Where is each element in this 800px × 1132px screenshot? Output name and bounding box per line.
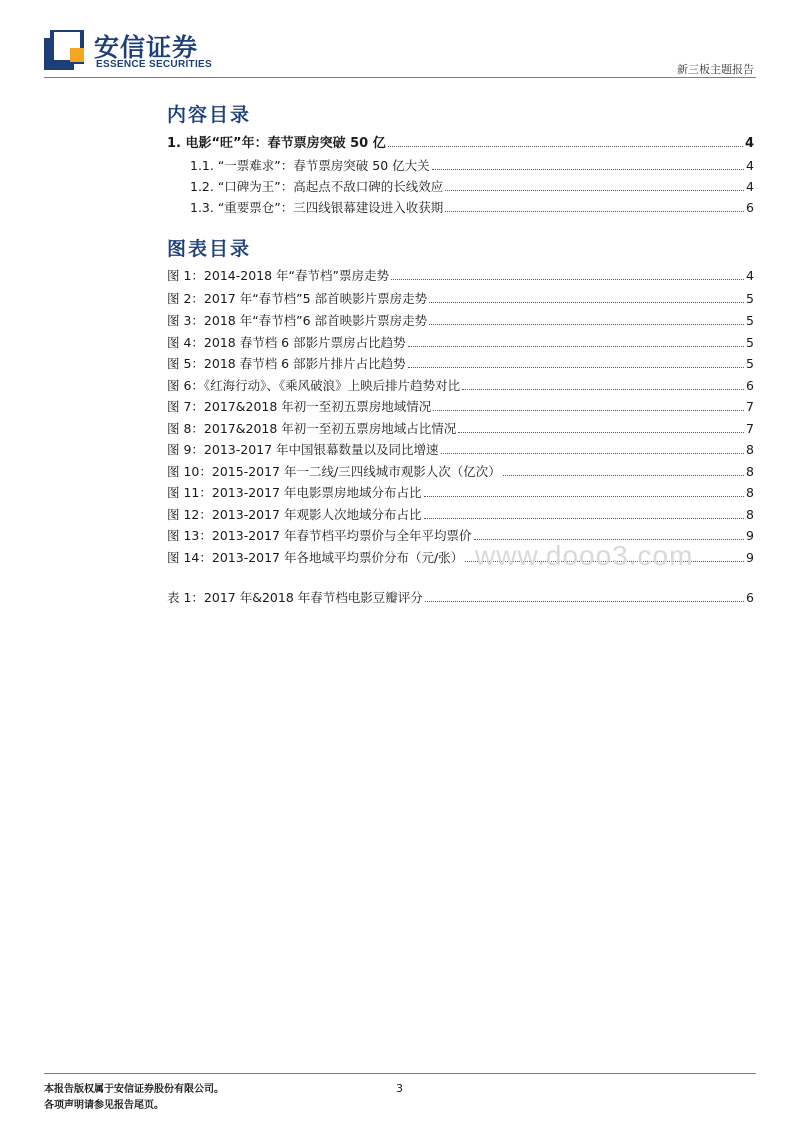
toc-item-page: 4: [744, 136, 754, 151]
toc-leader: [503, 474, 744, 476]
toc-leader: [388, 145, 743, 147]
figure-item-label: 图 9：2013-2017 年中国银幕数量以及同比增速: [167, 442, 439, 457]
toc-item-1[interactable]: [167, 132, 754, 151]
header-divider: [44, 77, 756, 78]
figure-item-label: 图 11：2013-2017 年电影票房地域分布占比: [167, 485, 422, 500]
figure-item-9[interactable]: [167, 440, 754, 458]
toc-leader: [445, 210, 744, 212]
toc-leader: [433, 409, 744, 411]
toc-leader: [441, 452, 745, 454]
figure-item-page: 5: [746, 313, 754, 328]
toc-leader: [429, 301, 744, 303]
figure-item-label: 图 5：2018 春节档 6 部影片排片占比趋势: [167, 356, 406, 371]
figure-item-page: 7: [746, 399, 754, 414]
footer-copyright: 本报告版权属于安信证券股份有限公司。: [44, 1084, 224, 1095]
figure-item-label: 图 1：2014-2018 年“春节档”票房走势: [167, 268, 389, 283]
figure-item-2[interactable]: [167, 289, 754, 307]
figure-item-page: 7: [746, 421, 754, 436]
figure-item-page: 8: [746, 464, 754, 479]
figure-item-page: 5: [746, 356, 754, 371]
figure-item-8[interactable]: [167, 419, 754, 437]
toc-leader: [424, 495, 745, 497]
toc-item-page: 4: [746, 158, 754, 173]
figure-item-label: 图 6：《红海行动》、《乘风破浪》上映后排片趋势对比: [167, 378, 461, 393]
toc-leader: [445, 189, 744, 191]
table-item-label: 表 1：2017 年&2018 年春节档电影豆瓣评分: [167, 590, 423, 605]
figure-item-page: 6: [746, 378, 754, 393]
figure-item-4[interactable]: [167, 333, 754, 351]
toc-leader: [408, 366, 744, 368]
toc-item-1-3[interactable]: [190, 198, 754, 216]
figure-item-label: 图 8：2017&2018 年初一至初五票房地域占比情况: [167, 421, 457, 436]
toc-item-label: 1. 电影“旺”年：春节票房突破 50 亿: [167, 136, 386, 151]
table-item-page: 6: [746, 590, 754, 605]
figure-item-label: 图 13：2013-2017 年春节档平均票价与全年平均票价: [167, 528, 472, 543]
toc-title: 内容目录: [167, 104, 252, 126]
footer-disclaimer: 各项声明请参见报告尾页。: [44, 1100, 164, 1111]
toc-item-label: 1.2. “口碑为王”：高起点不敌口碑的长线效应: [190, 179, 444, 194]
toc-item-label: 1.1. “一票难求”：春节票房突破 50 亿大关: [190, 158, 430, 173]
figure-item-label: 图 14：2013-2017 年各地域平均票价分布（元/张）: [167, 550, 464, 565]
essence-logo-icon: [44, 30, 88, 70]
figure-item-label: 图 10：2015-2017 年一二线/三四线城市观影人次（亿次）: [167, 464, 501, 479]
logo-text-cn: 安信证券: [94, 33, 199, 62]
figure-item-1[interactable]: [167, 266, 754, 284]
figure-item-3[interactable]: [167, 311, 754, 329]
figure-item-page: 5: [746, 291, 754, 306]
toc-leader: [429, 323, 744, 325]
page-header: [0, 0, 800, 80]
toc-item-1-1[interactable]: [190, 156, 754, 174]
figure-item-label: 图 12：2013-2017 年观影人次地域分布占比: [167, 507, 422, 522]
figures-title: 图表目录: [167, 238, 252, 260]
figure-item-page: 9: [746, 550, 754, 565]
toc-item-page: 4: [746, 179, 754, 194]
toc-item-1-2[interactable]: [190, 177, 754, 195]
page-number: 3: [396, 1082, 403, 1095]
table-item-1[interactable]: [167, 588, 754, 606]
figure-item-page: 5: [746, 335, 754, 350]
watermark: www.dooo3.com: [475, 540, 694, 571]
figure-item-page: 8: [746, 442, 754, 457]
toc-leader: [408, 345, 744, 347]
logo-text-en: ESSENCE SECURITIES: [96, 59, 212, 70]
toc-item-label: 1.3. “重要票仓”：三四线银幕建设进入收获期: [190, 200, 444, 215]
figure-item-11[interactable]: [167, 483, 754, 501]
figure-item-page: 9: [746, 528, 754, 543]
toc-leader: [424, 517, 745, 519]
figure-item-page: 8: [746, 507, 754, 522]
figure-item-page: 8: [746, 485, 754, 500]
figure-item-page: 4: [746, 268, 754, 283]
toc-item-page: 6: [746, 200, 754, 215]
figure-item-6[interactable]: [167, 376, 754, 394]
footer-divider: [44, 1073, 756, 1074]
figure-item-label: 图 7：2017&2018 年初一至初五票房地域情况: [167, 399, 432, 414]
figure-item-label: 图 3：2018 年“春节档”6 部首映影片票房走势: [167, 313, 428, 328]
report-type: 新三板主题报告: [677, 63, 754, 76]
toc-leader: [432, 168, 744, 170]
toc-leader: [458, 431, 744, 433]
figure-item-label: 图 4：2018 春节档 6 部影片票房占比趋势: [167, 335, 406, 350]
figure-item-7[interactable]: [167, 397, 754, 415]
figure-item-10[interactable]: [167, 462, 754, 480]
toc-leader: [391, 278, 744, 280]
figure-item-5[interactable]: [167, 354, 754, 372]
toc-leader: [462, 388, 744, 390]
figure-item-12[interactable]: [167, 505, 754, 523]
figure-item-label: 图 2：2017 年“春节档”5 部首映影片票房走势: [167, 291, 428, 306]
toc-leader: [425, 600, 744, 602]
